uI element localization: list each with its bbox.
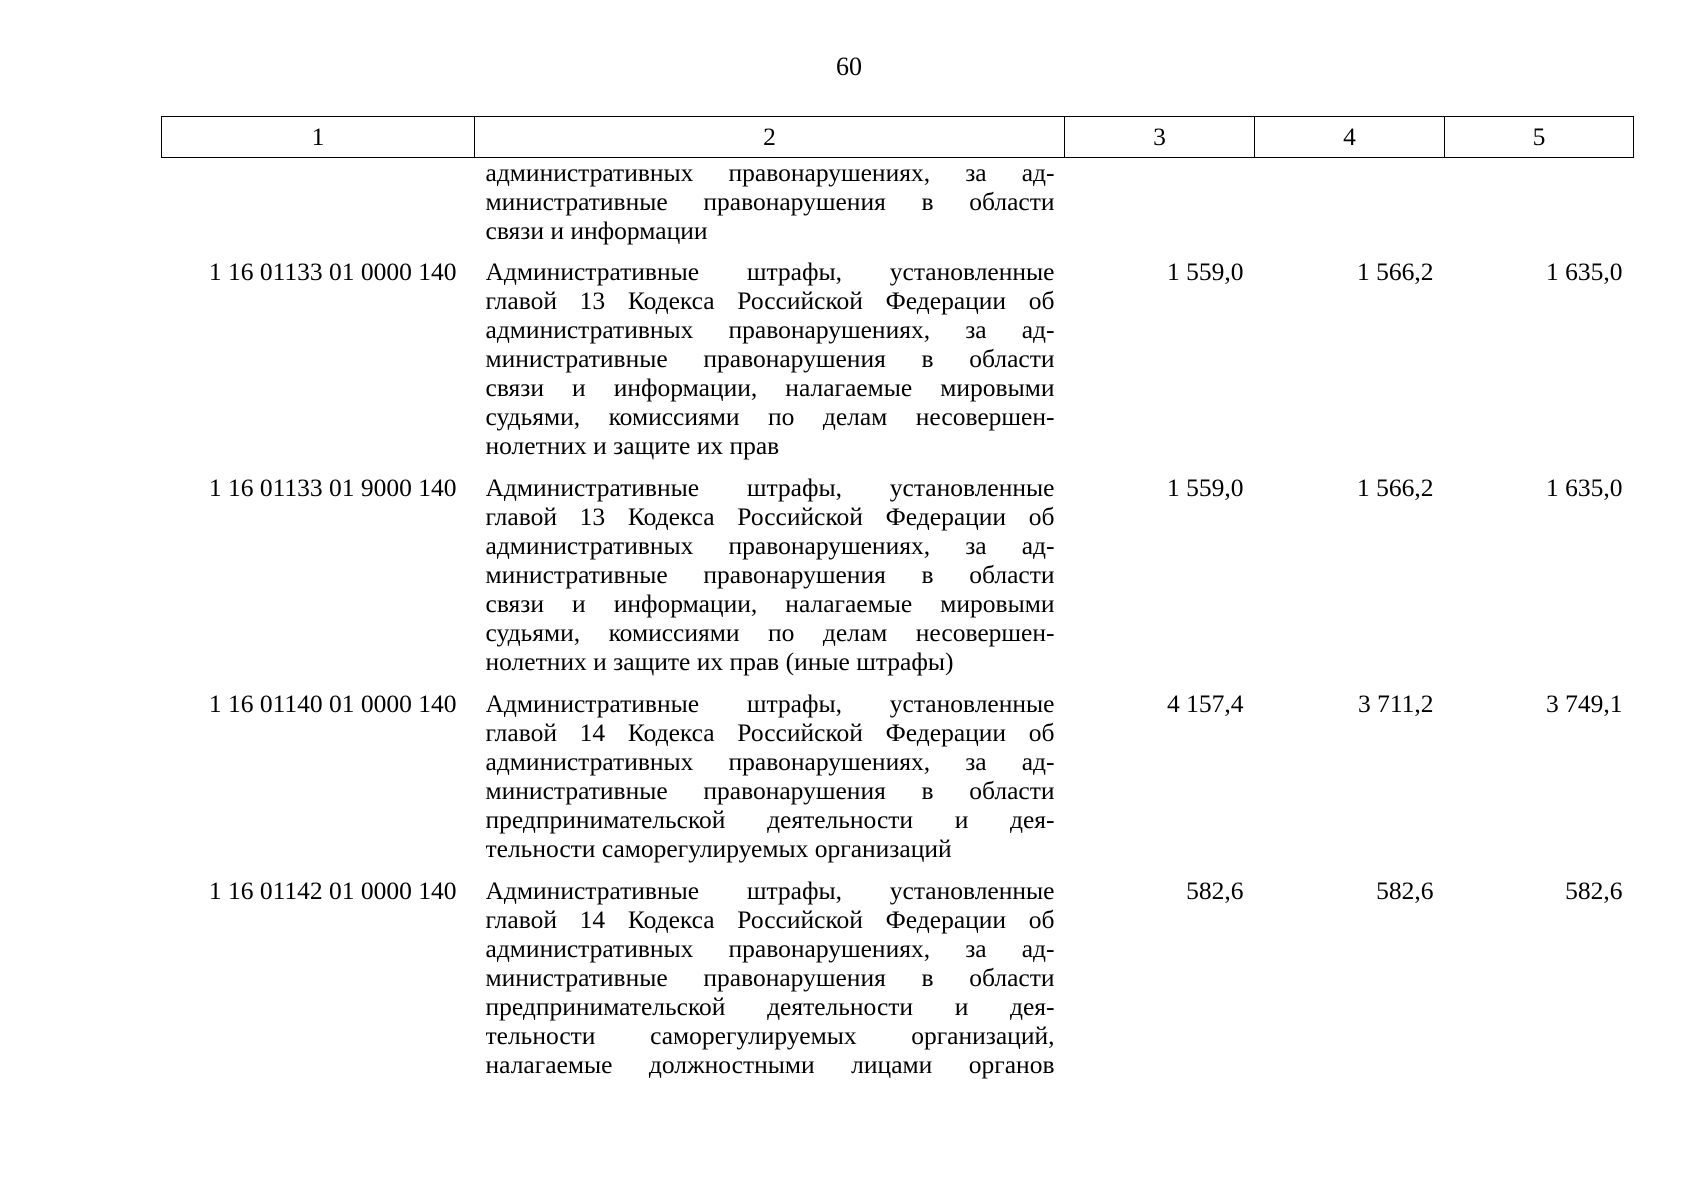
description-line: Административные штрафы, установленные bbox=[485, 876, 1055, 905]
description-line: предпринимательской деятельности и дея- bbox=[485, 805, 1055, 834]
budget-code: 1 16 01142 01 0000 140 bbox=[208, 876, 457, 905]
description-line: министративные правонарушения в области bbox=[485, 344, 1055, 373]
value-col-3: 582,6 bbox=[1186, 876, 1244, 905]
budget-code: 1 16 01140 01 0000 140 bbox=[208, 689, 457, 718]
continuation-row bbox=[162, 158, 1634, 258]
value-col-3: 4 157,4 bbox=[1167, 689, 1244, 718]
header-col-1: 1 bbox=[162, 117, 475, 158]
table-row bbox=[162, 257, 1634, 473]
value-col-3: 1 559,0 bbox=[1167, 257, 1244, 286]
description-line: главой 13 Кодекса Российской Федерации об bbox=[485, 286, 1055, 315]
description-line: министративные правонарушения в области bbox=[485, 187, 1055, 216]
continuation-value-5 bbox=[1445, 158, 1634, 258]
description-line: министративные правонарушения в области bbox=[485, 963, 1055, 992]
description-line: нолетних и защите их прав bbox=[485, 431, 780, 460]
description-line: главой 14 Кодекса Российской Федерации об bbox=[485, 718, 1055, 747]
description-line: административных правонарушениях, за ад- bbox=[485, 747, 1055, 776]
row-description bbox=[475, 876, 1065, 1079]
value-col-5: 3 749,1 bbox=[1546, 689, 1623, 718]
description-line: Административные штрафы, установленные bbox=[485, 257, 1055, 286]
description-line: тельности саморегулируемых организаций bbox=[485, 834, 952, 863]
continuation-description bbox=[475, 158, 1065, 258]
table-body bbox=[162, 158, 1634, 1080]
continuation-value-4 bbox=[1255, 158, 1445, 258]
description-line: административных правонарушениях, за ад- bbox=[485, 315, 1055, 344]
value-col-4: 582,6 bbox=[1376, 876, 1434, 905]
description-line: связи и информации bbox=[485, 216, 708, 245]
description-line: министративные правонарушения в области bbox=[485, 560, 1055, 589]
description-line: административных правонарушениях, за ад- bbox=[485, 934, 1055, 963]
description-line: министративные правонарушения в области bbox=[485, 776, 1055, 805]
description-line: налагаемые должностными лицами органов bbox=[485, 1050, 1055, 1079]
description-line: судьями, комиссиями по делам несовершен- bbox=[485, 618, 1055, 647]
row-description bbox=[475, 257, 1065, 473]
header-col-5: 5 bbox=[1445, 117, 1634, 158]
table-header bbox=[162, 117, 1634, 158]
description-line: связи и информации, налагаемые мировыми bbox=[485, 589, 1055, 618]
budget-table bbox=[161, 116, 1634, 1079]
row-description bbox=[475, 689, 1065, 876]
row-description bbox=[475, 473, 1065, 689]
continuation-code-cell bbox=[162, 158, 475, 258]
description-line: административных правонарушениях, за ад- bbox=[485, 531, 1055, 560]
value-col-4: 1 566,2 bbox=[1357, 257, 1434, 286]
value-col-5: 1 635,0 bbox=[1546, 473, 1623, 502]
description-line: нолетних и защите их прав (иные штрафы) bbox=[485, 647, 954, 676]
description-line: главой 13 Кодекса Российской Федерации об bbox=[485, 502, 1055, 531]
page-number: 60 bbox=[836, 52, 862, 81]
description-line: связи и информации, налагаемые мировыми bbox=[485, 373, 1055, 402]
description-line: предпринимательской деятельности и дея- bbox=[485, 992, 1055, 1021]
value-col-4: 1 566,2 bbox=[1357, 473, 1434, 502]
table-row bbox=[162, 473, 1634, 689]
value-col-5: 1 635,0 bbox=[1546, 257, 1623, 286]
description-line: судьями, комиссиями по делам несовершен- bbox=[485, 402, 1055, 431]
budget-code: 1 16 01133 01 9000 140 bbox=[208, 473, 457, 502]
table-row bbox=[162, 876, 1634, 1079]
budget-code: 1 16 01133 01 0000 140 bbox=[208, 257, 457, 286]
table-row bbox=[162, 689, 1634, 876]
header-row bbox=[162, 117, 1634, 158]
continuation-value-3 bbox=[1065, 158, 1255, 258]
description-line: тельности саморегулируемых организаций, bbox=[485, 1021, 1055, 1050]
value-col-4: 3 711,2 bbox=[1357, 689, 1434, 718]
description-line: Административные штрафы, установленные bbox=[485, 473, 1055, 502]
header-col-2: 2 bbox=[475, 117, 1065, 158]
header-col-4: 4 bbox=[1255, 117, 1445, 158]
value-col-3: 1 559,0 bbox=[1167, 473, 1244, 502]
description-line: главой 14 Кодекса Российской Федерации об bbox=[485, 905, 1055, 934]
value-col-5: 582,6 bbox=[1565, 876, 1623, 905]
description-line: административных правонарушениях, за ад- bbox=[485, 158, 1055, 187]
header-col-3: 3 bbox=[1065, 117, 1255, 158]
description-line: Административные штрафы, установленные bbox=[485, 689, 1055, 718]
